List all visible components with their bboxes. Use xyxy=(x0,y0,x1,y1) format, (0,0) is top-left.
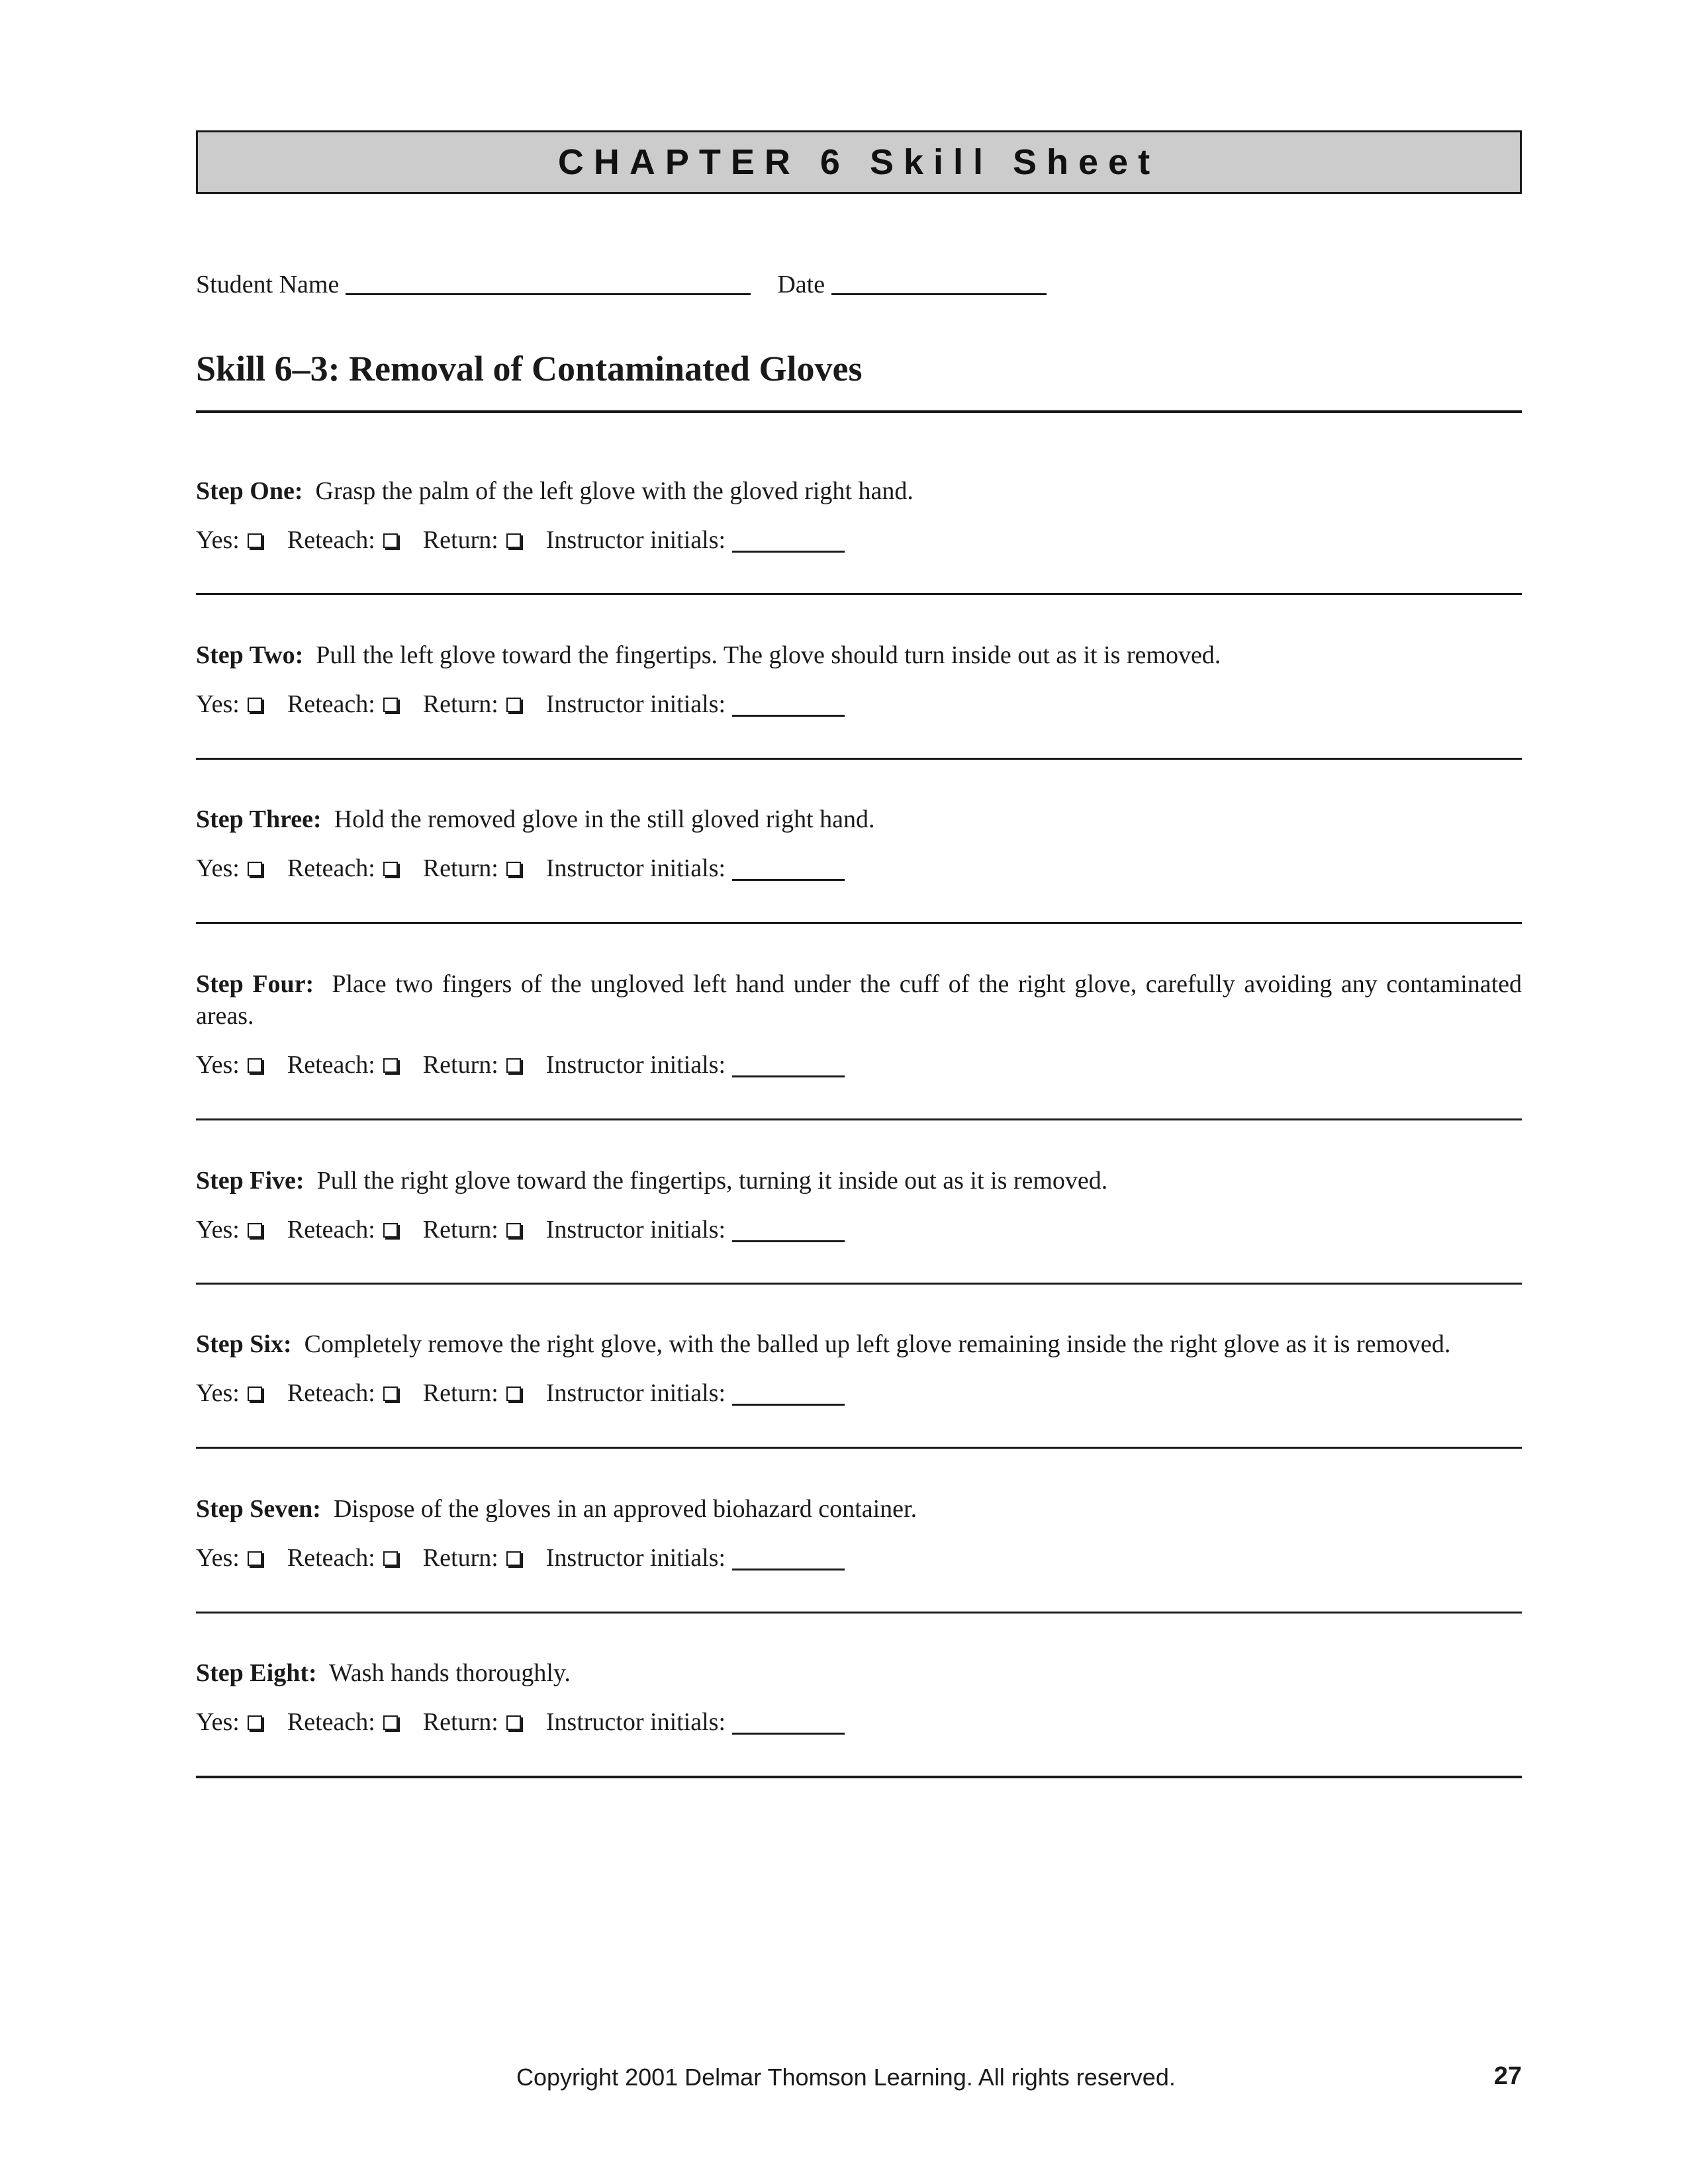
step-label: Step Eight: xyxy=(196,1659,317,1687)
yes-option[interactable]: Yes: xyxy=(196,524,262,556)
return-checkbox[interactable] xyxy=(506,1551,521,1566)
yes-option[interactable]: Yes: xyxy=(196,1377,262,1409)
return-option[interactable]: Return: xyxy=(423,1377,521,1409)
reteach-option[interactable]: Reteach: xyxy=(287,852,398,884)
step-checklist xyxy=(196,688,1522,720)
step-text xyxy=(196,1165,1522,1197)
title-divider xyxy=(196,410,1522,413)
step-text xyxy=(196,1493,1522,1525)
yes-checkbox[interactable] xyxy=(248,1387,262,1401)
step-text xyxy=(196,1328,1522,1360)
reteach-option[interactable]: Reteach: xyxy=(287,688,398,720)
reteach-checkbox[interactable] xyxy=(383,533,398,548)
step-four xyxy=(196,968,1522,1081)
date-label: Date xyxy=(777,271,825,298)
instructor-initials: Instructor initials: xyxy=(546,1706,845,1738)
step-checklist xyxy=(196,524,1522,556)
final-divider xyxy=(196,1776,1522,1778)
reteach-checkbox[interactable] xyxy=(383,698,398,712)
reteach-option[interactable]: Reteach: xyxy=(287,1049,398,1081)
yes-option[interactable]: Yes: xyxy=(196,1214,262,1246)
student-name-label: Student Name xyxy=(196,271,340,298)
instructor-initials: Instructor initials: xyxy=(546,524,845,556)
return-option[interactable]: Return: xyxy=(423,1706,521,1738)
yes-option[interactable]: Yes: xyxy=(196,1049,262,1081)
instructor-initials-field[interactable] xyxy=(732,1713,845,1735)
yes-checkbox[interactable] xyxy=(248,1058,262,1073)
step-divider xyxy=(196,758,1522,760)
step-label: Step Six: xyxy=(196,1330,292,1358)
instructor-initials: Instructor initials: xyxy=(546,1049,845,1081)
yes-option[interactable]: Yes: xyxy=(196,852,262,884)
step-label: Step Two: xyxy=(196,641,304,669)
reteach-option[interactable]: Reteach: xyxy=(287,1214,398,1246)
return-checkbox[interactable] xyxy=(506,1223,521,1238)
step-five xyxy=(196,1165,1522,1246)
reteach-checkbox[interactable] xyxy=(383,862,398,876)
step-label: Step One: xyxy=(196,477,303,505)
step-text xyxy=(196,803,1522,835)
reteach-checkbox[interactable] xyxy=(383,1715,398,1730)
step-checklist xyxy=(196,1706,1522,1738)
reteach-option[interactable]: Reteach: xyxy=(287,524,398,556)
yes-option[interactable]: Yes: xyxy=(196,688,262,720)
instructor-initials-field[interactable] xyxy=(732,695,845,717)
reteach-checkbox[interactable] xyxy=(383,1223,398,1238)
instructor-initials: Instructor initials: xyxy=(546,1214,845,1246)
step-checklist xyxy=(196,1542,1522,1574)
page-number: 27 xyxy=(1493,2062,1522,2090)
date-field[interactable] xyxy=(831,268,1047,295)
instructor-initials-field[interactable] xyxy=(732,1056,845,1077)
step-eight xyxy=(196,1657,1522,1738)
return-option[interactable]: Return: xyxy=(423,852,521,884)
return-option[interactable]: Return: xyxy=(423,524,521,556)
step-text xyxy=(196,1657,1522,1689)
step-label: Step Seven: xyxy=(196,1495,321,1523)
instructor-initials-field[interactable] xyxy=(732,1220,845,1242)
copyright-notice: Copyright 2001 Delmar Thomson Learning. All rights reserved. xyxy=(516,2064,1176,2091)
reteach-option[interactable]: Reteach: xyxy=(287,1706,398,1738)
step-divider xyxy=(196,1447,1522,1449)
step-label: Step Five: xyxy=(196,1167,305,1195)
reteach-option[interactable]: Reteach: xyxy=(287,1377,398,1409)
step-description: Grasp the palm of the left glove with the gloved right hand. xyxy=(315,477,914,505)
step-description: Completely remove the right glove, with the balled up left glove remaining inside the right glove as it is removed. xyxy=(304,1330,1451,1358)
step-one xyxy=(196,475,1522,556)
instructor-initials-field[interactable] xyxy=(732,1549,845,1570)
instructor-initials-field[interactable] xyxy=(732,531,845,553)
instructor-initials: Instructor initials: xyxy=(546,852,845,884)
step-six xyxy=(196,1328,1522,1409)
step-two xyxy=(196,639,1522,720)
yes-checkbox[interactable] xyxy=(248,862,262,876)
instructor-initials: Instructor initials: xyxy=(546,688,845,720)
return-checkbox[interactable] xyxy=(506,1387,521,1401)
skill-title: Skill 6–3: Removal of Contaminated Gloves xyxy=(196,349,863,388)
step-three xyxy=(196,803,1522,884)
reteach-option[interactable]: Reteach: xyxy=(287,1542,398,1574)
reteach-checkbox[interactable] xyxy=(383,1387,398,1401)
chapter-banner-title: CHAPTER 6 Skill Sheet xyxy=(557,142,1160,182)
step-text xyxy=(196,475,1522,507)
step-label: Step Four: xyxy=(196,970,314,998)
reteach-checkbox[interactable] xyxy=(383,1058,398,1073)
reteach-checkbox[interactable] xyxy=(383,1551,398,1566)
step-text xyxy=(196,968,1522,1032)
return-option[interactable]: Return: xyxy=(423,1214,521,1246)
step-description: Place two fingers of the ungloved left hand under the cuff of the right glove, carefully avoiding any contaminated areas. xyxy=(196,970,1522,1030)
student-name-field[interactable] xyxy=(346,268,751,295)
step-checklist xyxy=(196,1049,1522,1081)
step-description: Dispose of the gloves in an approved biohazard container. xyxy=(333,1495,917,1523)
return-checkbox[interactable] xyxy=(506,698,521,712)
instructor-initials: Instructor initials: xyxy=(546,1542,845,1574)
step-checklist xyxy=(196,1377,1522,1409)
step-description: Pull the left glove toward the fingertips. The glove should turn inside out as it is removed. xyxy=(316,641,1221,669)
return-option[interactable]: Return: xyxy=(423,688,521,720)
return-checkbox[interactable] xyxy=(506,862,521,876)
yes-checkbox[interactable] xyxy=(248,698,262,712)
yes-checkbox[interactable] xyxy=(248,533,262,548)
yes-checkbox[interactable] xyxy=(248,1551,262,1566)
step-divider xyxy=(196,1283,1522,1285)
return-option[interactable]: Return: xyxy=(423,1049,521,1081)
chapter-banner xyxy=(196,130,1522,194)
step-label: Step Three: xyxy=(196,805,322,833)
return-checkbox[interactable] xyxy=(506,1058,521,1073)
yes-checkbox[interactable] xyxy=(248,1223,262,1238)
step-text xyxy=(196,639,1522,671)
instructor-initials-field[interactable] xyxy=(732,1384,845,1406)
step-description: Hold the removed glove in the still gloved right hand. xyxy=(334,805,875,833)
step-checklist xyxy=(196,852,1522,884)
yes-checkbox[interactable] xyxy=(248,1715,262,1730)
step-divider xyxy=(196,1118,1522,1120)
instructor-initials-field[interactable] xyxy=(732,859,845,881)
return-checkbox[interactable] xyxy=(506,1715,521,1730)
return-checkbox[interactable] xyxy=(506,533,521,548)
student-info-row xyxy=(196,259,1047,299)
step-seven xyxy=(196,1493,1522,1574)
instructor-initials: Instructor initials: xyxy=(546,1377,845,1409)
return-option[interactable]: Return: xyxy=(423,1542,521,1574)
step-checklist xyxy=(196,1214,1522,1246)
step-description: Pull the right glove toward the fingertips, turning it inside out as it is removed. xyxy=(316,1167,1108,1195)
step-divider xyxy=(196,1612,1522,1614)
step-divider xyxy=(196,922,1522,924)
step-description: Wash hands thoroughly. xyxy=(328,1659,571,1687)
yes-option[interactable]: Yes: xyxy=(196,1542,262,1574)
step-divider xyxy=(196,593,1522,595)
yes-option[interactable]: Yes: xyxy=(196,1706,262,1738)
